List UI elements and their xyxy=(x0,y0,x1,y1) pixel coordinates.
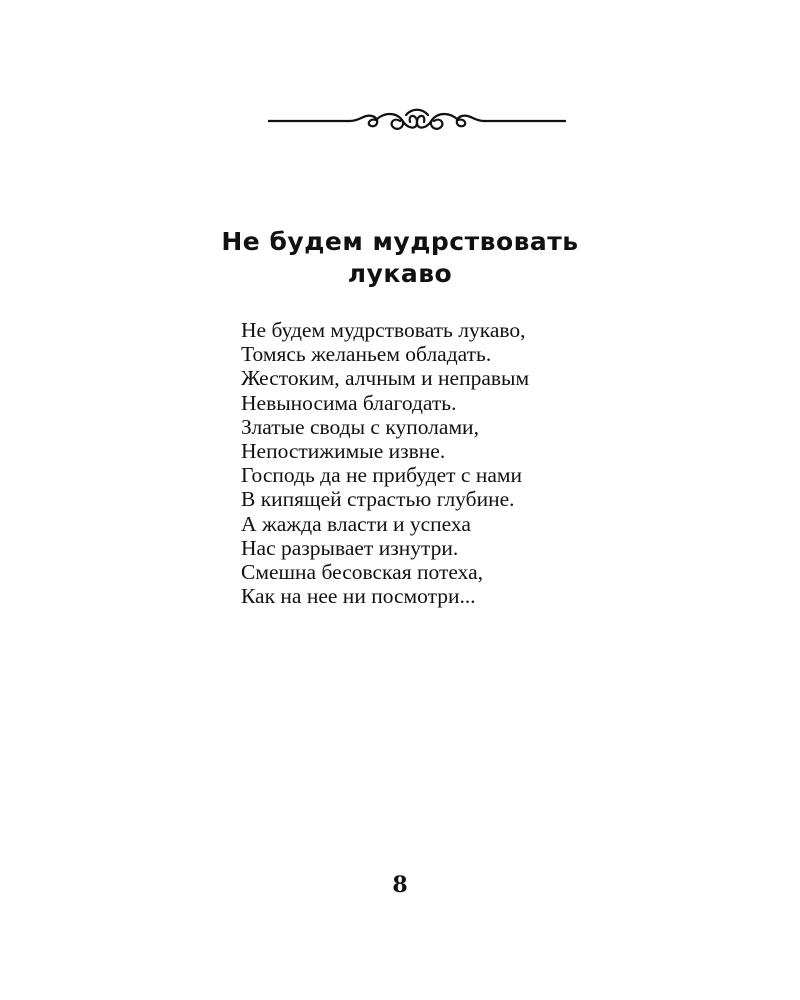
poem-title-line-1: Не будем мудрствовать xyxy=(221,227,579,256)
flourish-ornament-icon xyxy=(268,104,566,138)
poem-line: Жестоким, алчным и неправым xyxy=(241,366,530,391)
poem-line: В кипящей страстью глубине. xyxy=(241,487,515,512)
poem-line: Томясь желаньем обладать. xyxy=(241,342,492,367)
poem-title xyxy=(150,226,650,290)
poem-line: Господь да не прибудет с нами xyxy=(241,463,523,488)
poem-line: Смешна бесовская потеха, xyxy=(241,560,484,585)
poem-line: Невыносима благодать. xyxy=(241,390,457,415)
poem-body xyxy=(241,318,529,608)
page-number: 8 xyxy=(392,872,408,898)
poem-line: Непостижимые извне. xyxy=(241,439,446,464)
poem-line: Златые своды с куполами, xyxy=(241,414,479,439)
poem-line: Не будем мудрствовать лукаво, xyxy=(241,318,526,342)
poem-line: Как на нее ни посмотри... xyxy=(241,584,476,609)
poem-title-line-2: лукаво xyxy=(347,259,453,288)
poem-line: Нас разрывает изнутри. xyxy=(241,535,459,560)
poem-line: А жажда власти и успеха xyxy=(241,511,471,536)
